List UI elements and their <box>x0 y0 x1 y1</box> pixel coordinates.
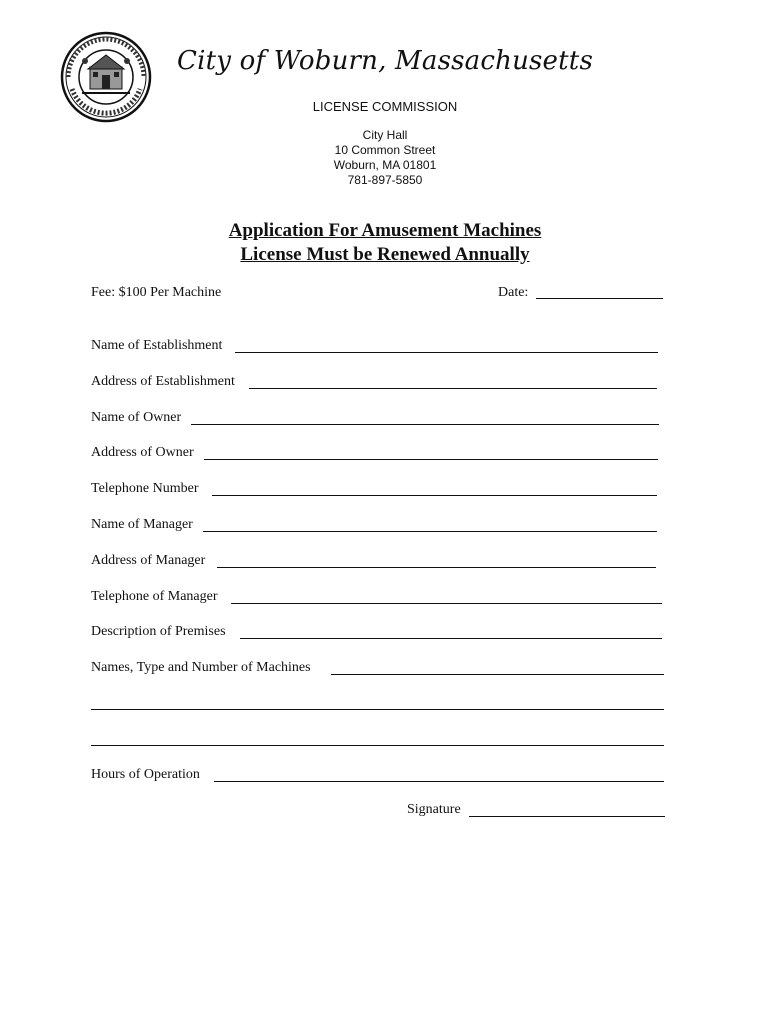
name-of-owner-input[interactable] <box>191 424 659 425</box>
field-label: Address of Manager <box>91 553 206 568</box>
address-line: City Hall <box>362 128 408 142</box>
address-of-owner-input[interactable] <box>204 459 658 460</box>
form-subtitle: License Must be Renewed Annually <box>240 244 530 265</box>
telephone-of-manager-input[interactable] <box>231 603 662 604</box>
description-of-premises-input[interactable] <box>240 638 662 639</box>
hours-of-operation-input[interactable] <box>214 781 664 782</box>
phone-number: 781-897-5850 <box>347 173 423 187</box>
address-line: Woburn, MA 01801 <box>333 158 437 172</box>
telephone-number-input[interactable] <box>212 495 657 496</box>
field-label: Names, Type and Number of Machines <box>91 660 311 675</box>
field-label: Name of Establishment <box>91 338 223 353</box>
machines-input[interactable] <box>331 674 664 675</box>
form-title: Application For Amusement Machines <box>228 220 542 241</box>
address-of-manager-input[interactable] <box>217 567 656 568</box>
city-seal-icon <box>60 31 152 123</box>
field-label: Address of Establishment <box>91 374 235 389</box>
city-title: City of Woburn, Massachusetts <box>177 46 593 76</box>
signature-label: Signature <box>407 802 461 817</box>
name-of-establishment-input[interactable] <box>235 352 658 353</box>
fee-text: Fee: $100 Per Machine <box>91 285 222 300</box>
field-label: Address of Owner <box>91 445 194 460</box>
field-label: Telephone Number <box>91 481 199 496</box>
address-of-establishment-input[interactable] <box>249 388 657 389</box>
city-hall-address <box>150 128 620 188</box>
name-of-manager-input[interactable] <box>203 531 657 532</box>
signature-field[interactable] <box>469 816 665 817</box>
field-label: Hours of Operation <box>91 767 200 782</box>
field-label: Telephone of Manager <box>91 589 218 604</box>
date-field[interactable] <box>536 298 663 299</box>
field-label: Description of Premises <box>91 624 226 639</box>
date-label: Date: <box>498 285 529 300</box>
field-label: Name of Owner <box>91 410 182 425</box>
machines-continuation-line[interactable] <box>91 709 664 710</box>
address-line: 10 Common Street <box>334 143 436 157</box>
field-label: Name of Manager <box>91 517 193 532</box>
commission-name: LICENSE COMMISSION <box>312 99 458 114</box>
machines-continuation-line[interactable] <box>91 745 664 746</box>
